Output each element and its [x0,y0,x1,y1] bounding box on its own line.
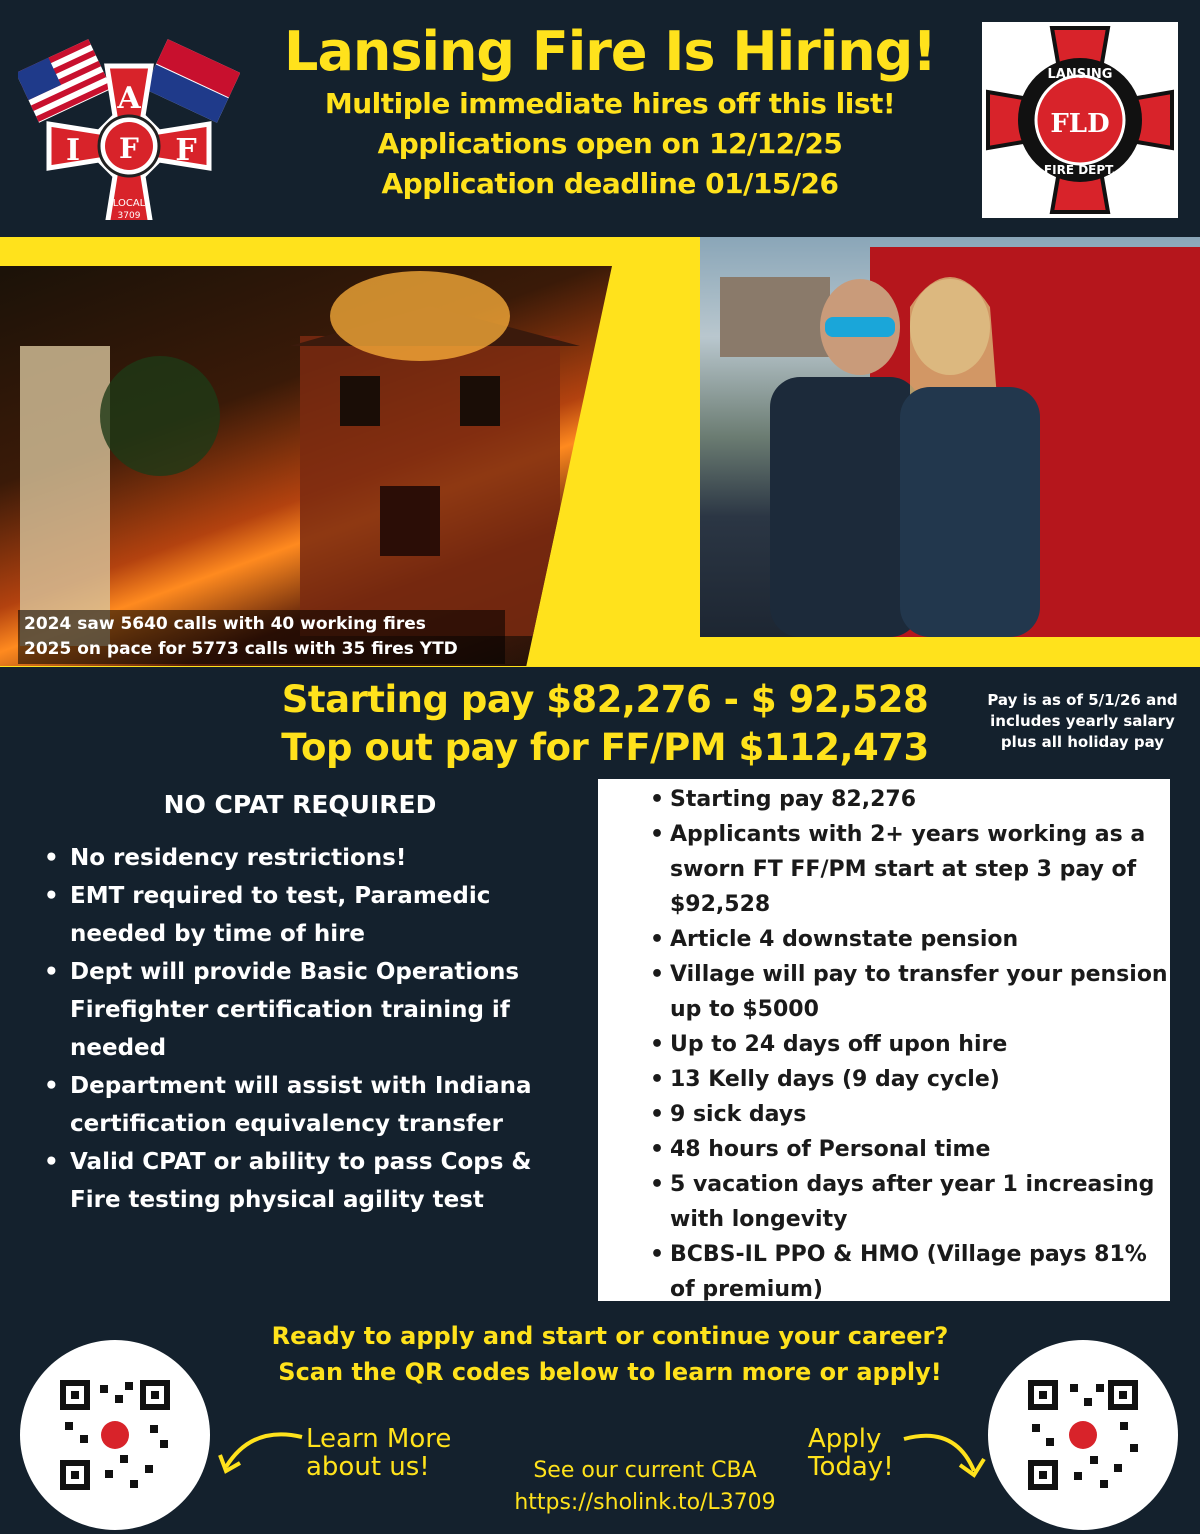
header-line-1: Multiple immediate hires off this list! [324,87,896,120]
list-item: • Village will pay to transfer your pension up to $5000 [648,957,1170,1027]
list-item: • Article 4 downstate pension [648,922,1170,957]
photo-caption [18,610,505,664]
header-line-2: Applications open on 12/12/25 [377,127,843,160]
list-item: • Dept will provide Basic Operations Firefighter certification training if needed [40,953,580,1067]
list-item: • 48 hours of Personal time [648,1132,1170,1167]
firefighters-photo [700,237,1200,637]
cba-url: https://sholink.to/L3709 [514,1490,776,1515]
badge-top-text: LANSING [1047,67,1113,82]
cba-link[interactable] [470,1455,820,1519]
apply-line-1: Apply [808,1424,882,1454]
list-item: • Starting pay 82,276 [648,782,1170,817]
list-item: • 9 sick days [648,1097,1170,1132]
logo-letter-f-center: F [119,132,139,165]
iaff-logo [18,28,240,220]
qr-code-icon [20,1340,210,1530]
badge-monogram: FLD [1050,109,1110,139]
benefits-box [598,779,1170,1301]
logo-letter-a: A [117,81,141,116]
list-item: • Up to 24 days off upon hire [648,1027,1170,1062]
apply-today-link[interactable] [808,1425,894,1481]
list-item: • 5 vacation days after year 1 increasing with longevity [648,1167,1170,1237]
header [250,20,970,204]
list-item: • EMT required to test, Paramedic needed by time of hire [40,877,580,953]
apply-qr-code[interactable] [988,1340,1178,1530]
cba-line-1: See our current CBA [533,1458,757,1483]
pay-section [260,676,950,772]
header-line-3: Application deadline 01/15/26 [381,167,839,200]
curved-arrow-left-icon [212,1425,307,1480]
house-fire-photo [0,266,612,666]
learn-more-qr-code[interactable] [20,1340,210,1530]
list-item: • Applicants with 2+ years working as a sworn FT FF/PM start at step 3 pay of $92,528 [648,817,1170,922]
requirements-list [40,839,580,1219]
qr-code-icon [988,1340,1178,1530]
list-item: • BCBS-IL PPO & HMO (Village pays 81% of premium) [648,1237,1170,1307]
pay-note: Pay is as of 5/1/26 and includes yearly salary plus all holiday pay [987,691,1178,751]
learn-more-link[interactable] [306,1425,451,1481]
iaff-emblem-icon [18,28,240,220]
lansing-fd-logo [982,22,1178,218]
logo-local-number: 3709 [117,211,141,220]
firefighters-illustration-icon [700,237,1200,637]
list-item: • Valid CPAT or ability to pass Cops & Fire testing physical agility test [40,1143,580,1219]
curved-arrow-right-icon [900,1425,990,1485]
caption-line-1: 2024 saw 5640 calls with 40 working fires [24,614,426,634]
house-fire-illustration-icon [0,266,612,666]
starting-pay: Starting pay $82,276 - $ 92,528 [281,678,929,721]
list-item: • 13 Kelly days (9 day cycle) [648,1062,1170,1097]
fire-dept-badge-icon [982,22,1178,218]
caption-line-2: 2025 on pace for 5773 calls with 35 fires YTD [24,639,458,659]
cta-line-2: Scan the QR codes below to learn more or apply! [278,1358,942,1386]
apply-line-2: Today! [808,1452,894,1482]
badge-bottom-text: FIRE DEPT. [1043,163,1117,177]
requirements-heading: NO CPAT REQUIRED [163,790,437,819]
page-title: Lansing Fire Is Hiring! [284,20,936,83]
requirements-section [40,790,580,1219]
logo-letter-f-right: F [175,133,197,168]
learn-more-line-2: about us! [306,1452,430,1482]
call-to-action [220,1318,1000,1390]
list-item: • Department will assist with Indiana certification equivalency transfer [40,1067,580,1143]
logo-local-label: LOCAL [112,198,146,209]
cta-line-1: Ready to apply and start or continue your career? [271,1322,949,1350]
top-out-pay: Top out pay for FF/PM $112,473 [281,726,929,769]
list-item: • No residency restrictions! [40,839,580,877]
logo-letter-i: I [65,133,81,168]
benefits-list [598,782,1170,1307]
learn-more-line-1: Learn More [306,1424,452,1454]
